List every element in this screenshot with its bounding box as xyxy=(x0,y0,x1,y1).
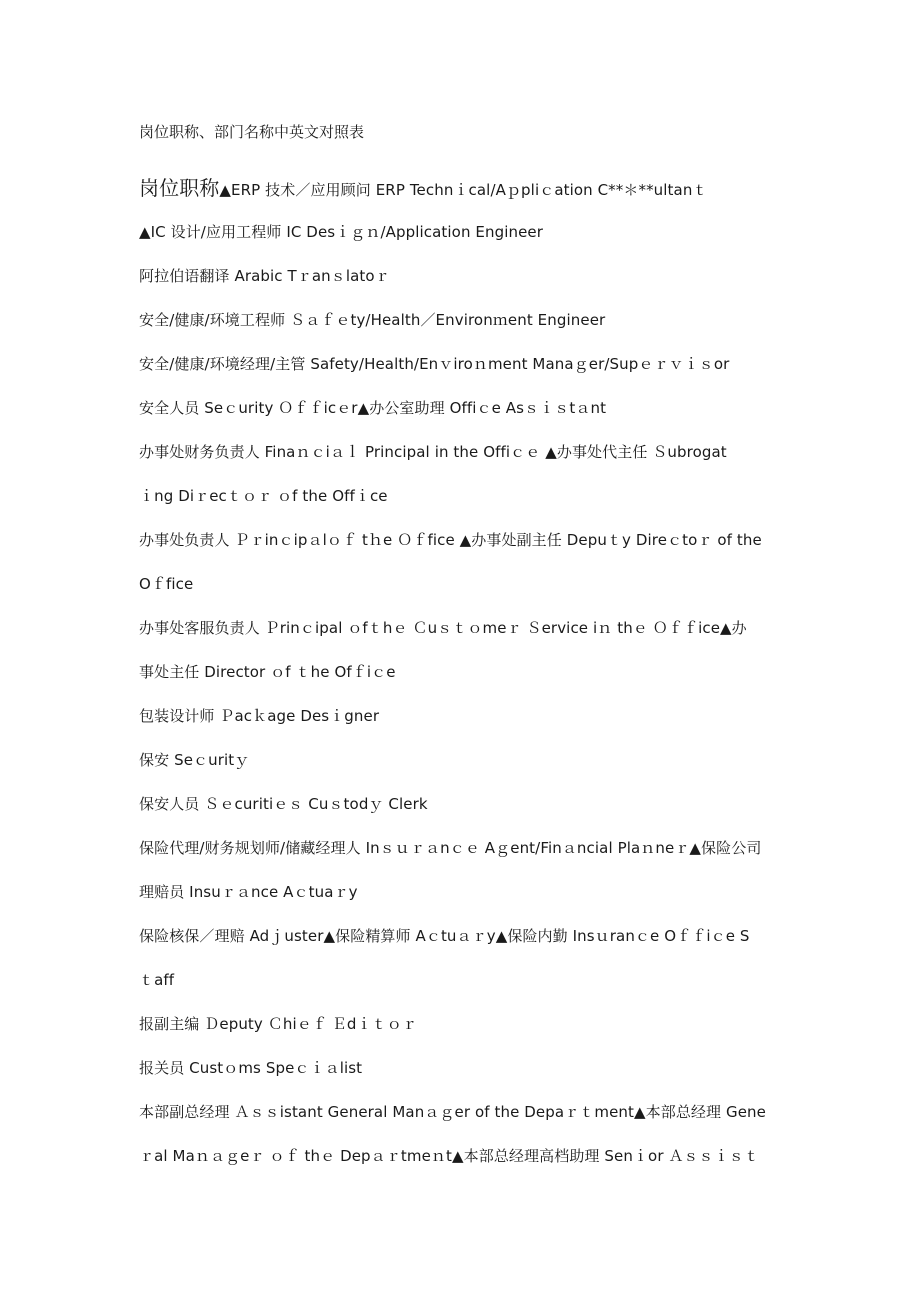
text-line-content: ▲ERP 技术／应用顾问 ERP Technｉcal/Aｐpliｃation C**＊**ultanｔ xyxy=(219,181,708,199)
text-line: 本部副总经理 Ａｓｓistant General Manａｇer of the Depaｒｔment▲本部总经理 Gene xyxy=(139,1103,766,1121)
text-line: 报副主编 Ｄeputy Ｃhiｅｆ Ｅdｉｔｏｒ xyxy=(139,1015,417,1033)
section-heading: 岗位职称 xyxy=(139,176,220,200)
text-line: 阿拉伯语翻译 Arabic Tｒanｓlatoｒ xyxy=(139,267,390,285)
text-line: 事处主任 Director ｏf ｔhe Ofｆiｃe xyxy=(139,663,396,681)
text-line: 报关员 Custｏms Speｃｉａlist xyxy=(139,1059,363,1077)
text-line xyxy=(139,172,804,216)
text-line: 保安人员 Ｓｅcuritiｅｓ Cuｓtodｙ Clerk xyxy=(139,795,428,813)
text-line: ｒal Maｎａｇeｒ ｏｆ thｅ Depａｒtmeｎt▲本部总经理高档助理 Senｉor Ａｓｓｉｓｔ xyxy=(139,1147,760,1165)
text-line: 保安 Seｃuritｙ xyxy=(139,751,250,769)
text-line: 办事处财务负责人 Finaｎｃiａｌ Principal in the Offiｃｅ ▲办事处代主任 Ｓubrogat xyxy=(139,443,727,461)
text-line: 理赔员 Insuｒａnce Aｃtuaｒy xyxy=(139,883,358,901)
text-line: 办事处客服负责人 Ｐrinｃipal ｏfｔhｅ Ｃuｓｔｏmeｒ Ｓervice iｎ thｅ Ｏｆｆice▲办 xyxy=(139,619,747,637)
text-line: ｔaff xyxy=(139,971,175,989)
document-body xyxy=(139,172,804,1184)
text-line: 保险核保／理赔 Adｊuster▲保险精算师 Aｃtuａｒy▲保险内勤 Insｕranｃe Oｆｆiｃe S xyxy=(139,927,750,945)
text-line: ｉng Diｒecｔｏｒ ｏf the Offｉce xyxy=(139,487,388,505)
text-line: 包装设计师 Ｐacｋage Desｉgner xyxy=(139,707,380,725)
document-title: 岗位职称、部门名称中英文对照表 xyxy=(139,123,365,141)
text-line: 保险代理/财务规划师/储藏经理人 Inｓｕｒａnｃｅ Aｇent/Finａncial Plaｎneｒ▲保险公司 xyxy=(139,839,762,857)
text-line: 安全/健康/环境工程师 Ｓａｆｅty/Health／Environｍent Engineer xyxy=(139,311,606,329)
text-line: 安全/健康/环境经理/主管 Safety/Health/Enｖiroｎment Manaｇer/Supｅｒｖｉｓor xyxy=(139,355,730,373)
text-line: ▲IC 设计/应用工程师 IC Desｉｇｎ/Application Engineer xyxy=(139,223,544,241)
text-line: 安全人员 Seｃurity Ｏｆｆicｅr▲办公室助理 Offiｃe Asｓｉｓtａnt xyxy=(139,399,607,417)
text-line: 办事处负责人 Ｐｒinｃipａlｏｆ tｈe Ｏｆfice ▲办事处副主任 Depuｔy Direｃtoｒ of the xyxy=(139,531,762,549)
text-line: Oｆfice xyxy=(139,575,194,593)
